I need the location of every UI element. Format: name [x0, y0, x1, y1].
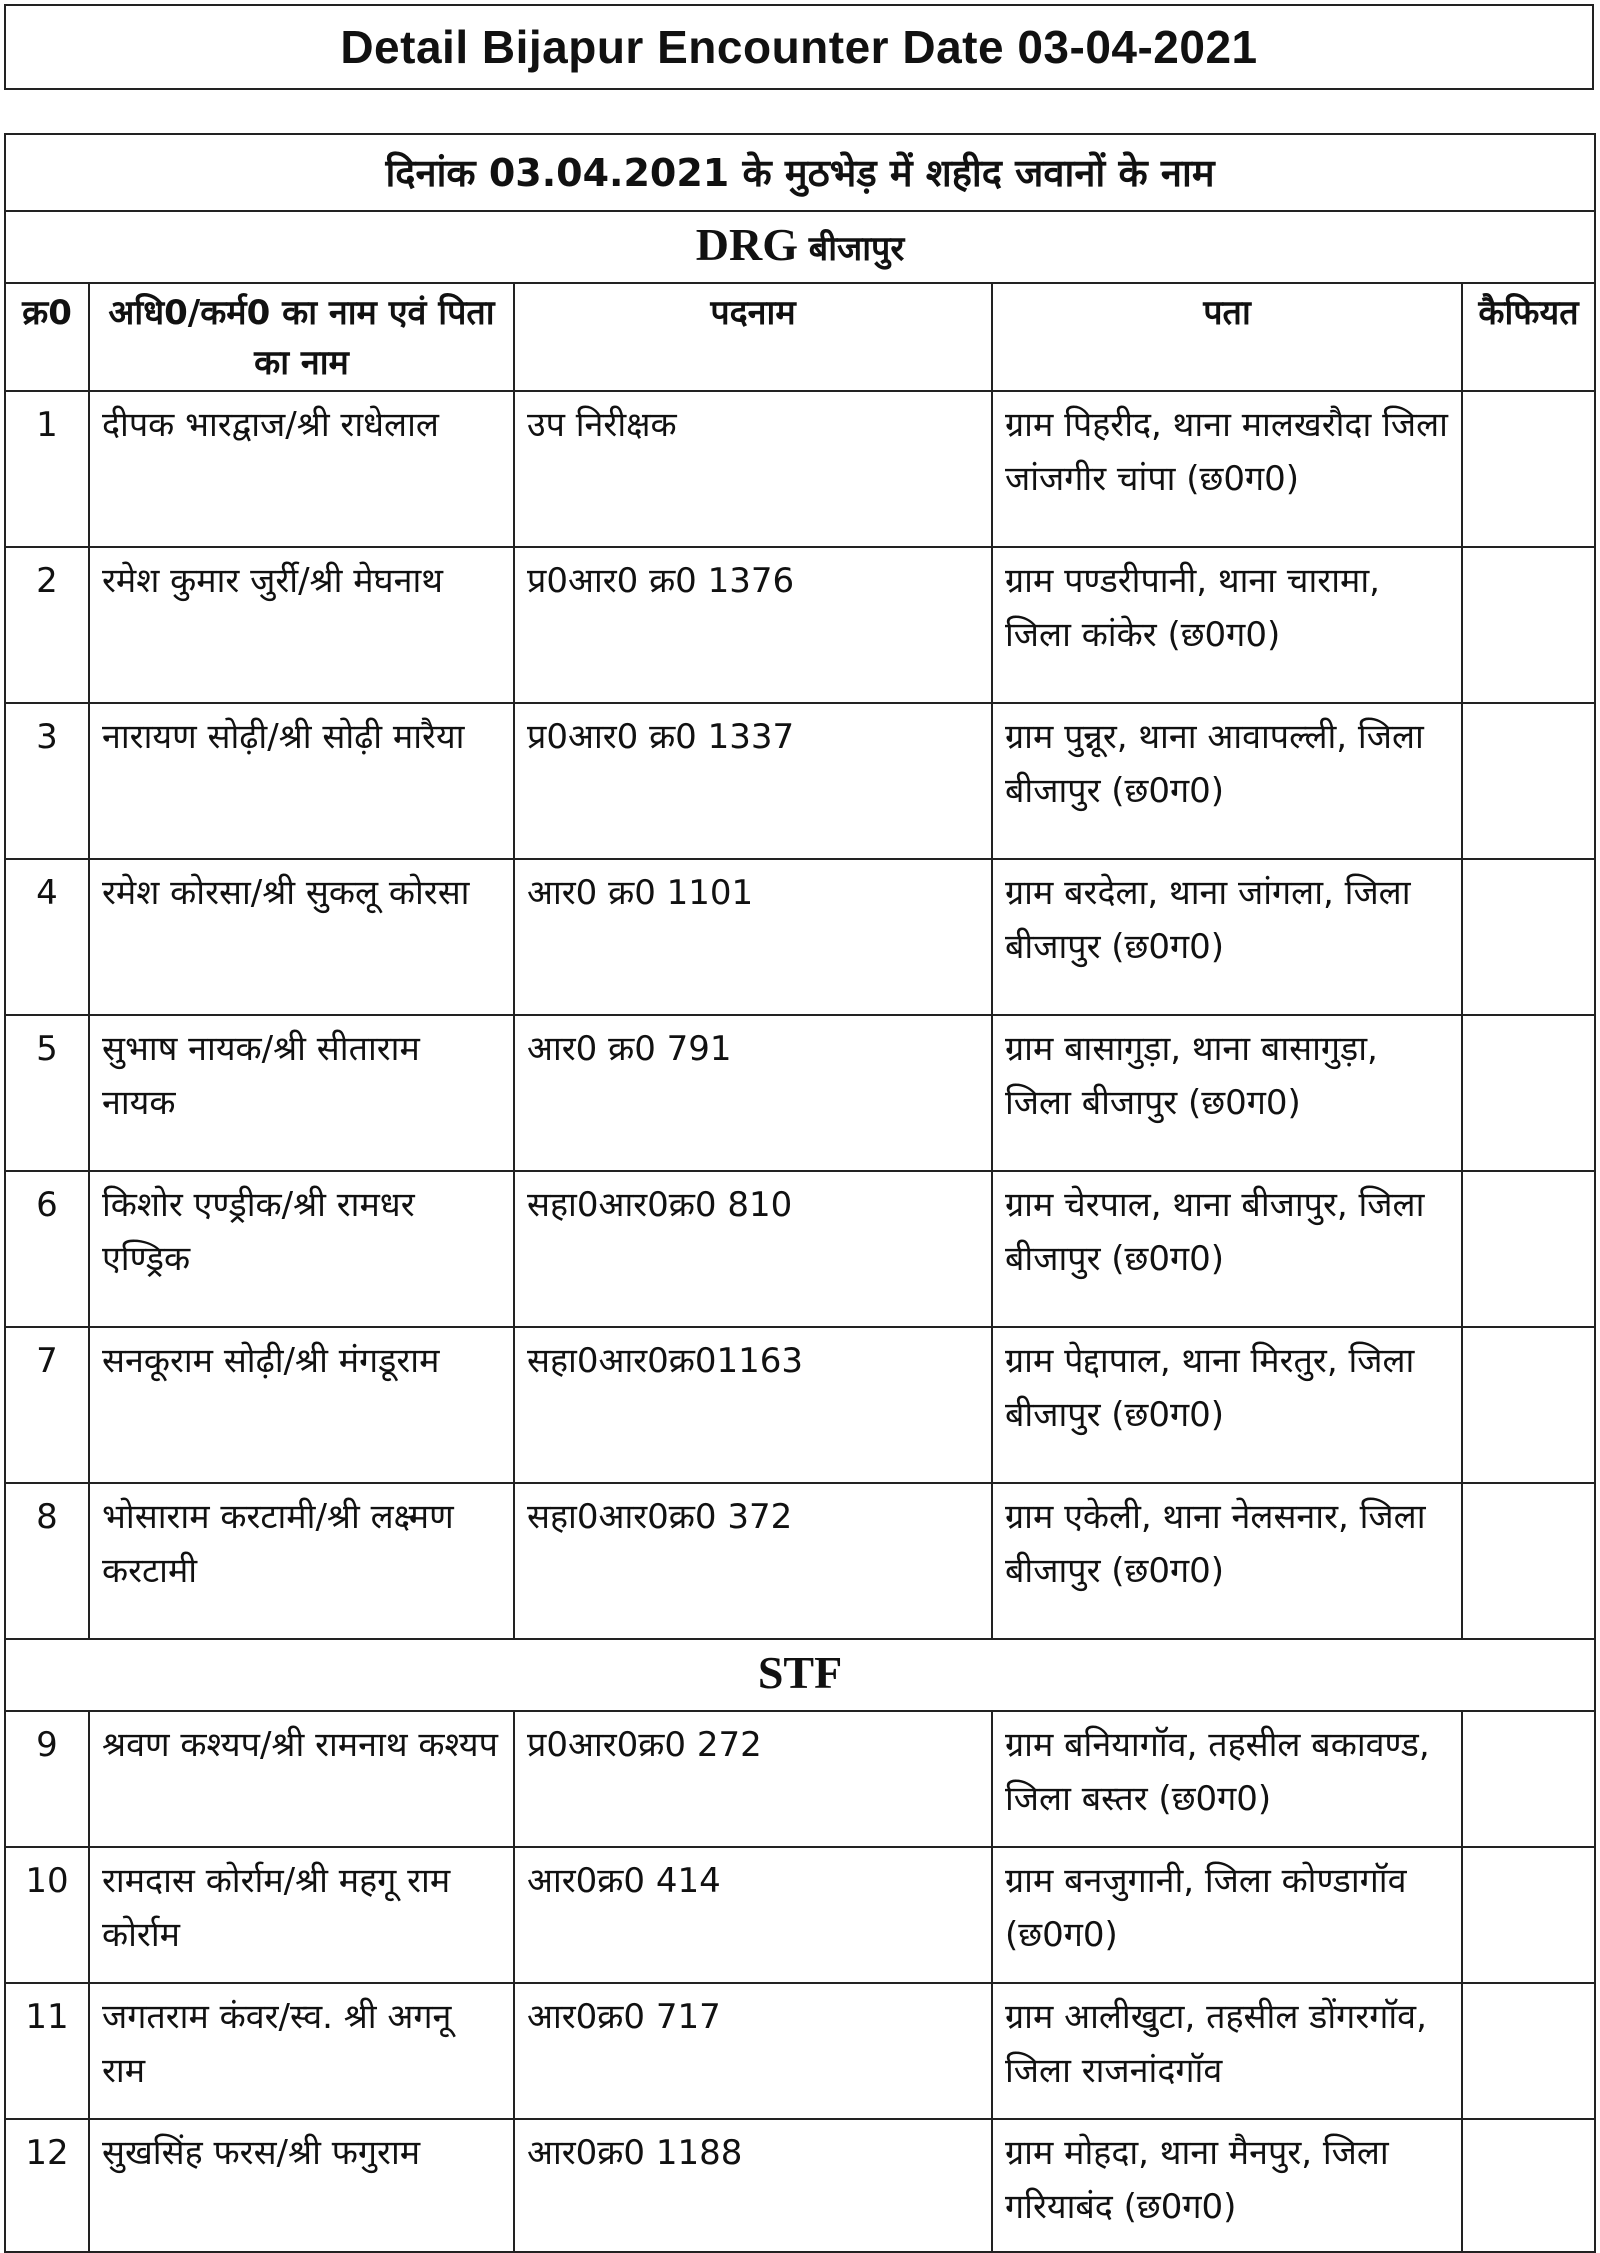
cell-remarks	[1462, 1327, 1595, 1483]
table-row	[5, 1847, 1595, 1983]
document-title: Detail Bijapur Encounter Date 03-04-2021	[340, 21, 1258, 73]
cell-designation: उप निरीक्षक	[514, 391, 992, 547]
cell-address: ग्राम मोहदा, थाना मैनपुर, जिला गरियाबंद (छ0ग0)	[992, 2119, 1462, 2252]
cell-remarks	[1462, 1983, 1595, 2119]
cell-serial: 4	[5, 859, 89, 1015]
cell-serial: 9	[5, 1711, 89, 1847]
header-address: पता	[992, 283, 1462, 391]
cell-address: ग्राम एकेली, थाना नेलसनार, जिला बीजापुर (छ0ग0)	[992, 1483, 1462, 1639]
table-row	[5, 547, 1595, 703]
cell-serial: 5	[5, 1015, 89, 1171]
cell-address: ग्राम बनियागॉव, तहसील बकावण्ड, जिला बस्तर (छ0ग0)	[992, 1711, 1462, 1847]
cell-name: श्रवण कश्यप/श्री रामनाथ कश्यप	[89, 1711, 514, 1847]
cell-designation: सहा0आर0क्र01163	[514, 1327, 992, 1483]
cell-name: किशोर एण्ड्रीक/श्री रामधर एण्ड्रिक	[89, 1171, 514, 1327]
cell-name: दीपक भारद्वाज/श्री राधेलाल	[89, 391, 514, 547]
cell-address: ग्राम बरदेला, थाना जांगला, जिला बीजापुर (छ0ग0)	[992, 859, 1462, 1015]
cell-address: ग्राम बनजुगानी, जिला कोण्डागॉव (छ0ग0)	[992, 1847, 1462, 1983]
cell-designation: प्र0आर0 क्र0 1337	[514, 703, 992, 859]
cell-designation: आर0 क्र0 1101	[514, 859, 992, 1015]
cell-remarks	[1462, 1171, 1595, 1327]
document-title-box	[4, 4, 1594, 90]
cell-name: रमेश कुमार जुर्री/श्री मेघनाथ	[89, 547, 514, 703]
cell-remarks	[1462, 1847, 1595, 1983]
cell-address: ग्राम चेरपाल, थाना बीजापुर, जिला बीजापुर (छ0ग0)	[992, 1171, 1462, 1327]
header-designation: पदनाम	[514, 283, 992, 391]
cell-remarks	[1462, 1711, 1595, 1847]
cell-designation: प्र0आर0क्र0 272	[514, 1711, 992, 1847]
cell-remarks	[1462, 391, 1595, 547]
header-remarks: कैफियत	[1462, 283, 1595, 391]
section-drg-sublabel: बीजापुर	[808, 229, 905, 269]
martyrs-table	[4, 133, 1596, 2253]
cell-name: सुभाष नायक/श्री सीताराम नायक	[89, 1015, 514, 1171]
cell-address: ग्राम पेद्दापाल, थाना मिरतुर, जिला बीजापुर (छ0ग0)	[992, 1327, 1462, 1483]
section-drg-heading	[5, 211, 1595, 283]
cell-remarks	[1462, 2119, 1595, 2252]
cell-designation: सहा0आर0क्र0 372	[514, 1483, 992, 1639]
cell-address: ग्राम बासागुड़ा, थाना बासागुड़ा, जिला बीजापुर (छ0ग0)	[992, 1015, 1462, 1171]
cell-remarks	[1462, 1483, 1595, 1639]
table-row	[5, 703, 1595, 859]
cell-serial: 10	[5, 1847, 89, 1983]
header-serial: क्र0	[5, 283, 89, 391]
cell-name: सनकूराम सोढ़ी/श्री मंगडूराम	[89, 1327, 514, 1483]
cell-serial: 2	[5, 547, 89, 703]
table-banner: दिनांक 03.04.2021 के मुठभेड़ में शहीद जवानों के नाम	[5, 134, 1595, 211]
cell-remarks	[1462, 859, 1595, 1015]
table-row	[5, 1711, 1595, 1847]
cell-name: सुखसिंह फरस/श्री फगुराम	[89, 2119, 514, 2252]
section-drg-label: DRG	[695, 219, 798, 270]
cell-serial: 6	[5, 1171, 89, 1327]
table-row	[5, 1483, 1595, 1639]
cell-serial: 3	[5, 703, 89, 859]
table-row	[5, 1983, 1595, 2119]
cell-designation: आर0क्र0 717	[514, 1983, 992, 2119]
cell-designation: प्र0आर0 क्र0 1376	[514, 547, 992, 703]
table-row	[5, 1015, 1595, 1171]
cell-name: रमेश कोरसा/श्री सुकलू कोरसा	[89, 859, 514, 1015]
cell-remarks	[1462, 1015, 1595, 1171]
table-row	[5, 2119, 1595, 2252]
cell-designation: आर0क्र0 414	[514, 1847, 992, 1983]
table-row	[5, 1171, 1595, 1327]
cell-designation: सहा0आर0क्र0 810	[514, 1171, 992, 1327]
cell-name: जगतराम कंवर/स्व. श्री अगनू राम	[89, 1983, 514, 2119]
section-stf-label: STF	[757, 1647, 843, 1698]
cell-designation: आर0क्र0 1188	[514, 2119, 992, 2252]
cell-address: ग्राम पुन्नूर, थाना आवापल्ली, जिला बीजापुर (छ0ग0)	[992, 703, 1462, 859]
table-row	[5, 391, 1595, 547]
cell-address: ग्राम पण्डरीपानी, थाना चारामा, जिला कांकेर (छ0ग0)	[992, 547, 1462, 703]
cell-designation: आर0 क्र0 791	[514, 1015, 992, 1171]
cell-serial: 11	[5, 1983, 89, 2119]
table-row	[5, 1327, 1595, 1483]
section-stf-heading	[5, 1639, 1595, 1711]
cell-serial: 8	[5, 1483, 89, 1639]
cell-name: रामदास कोर्राम/श्री महगू राम कोर्राम	[89, 1847, 514, 1983]
cell-serial: 12	[5, 2119, 89, 2252]
table-row	[5, 859, 1595, 1015]
cell-remarks	[1462, 547, 1595, 703]
cell-remarks	[1462, 703, 1595, 859]
cell-serial: 1	[5, 391, 89, 547]
cell-address: ग्राम आलीखुटा, तहसील डोंगरगॉव, जिला राजनांदगॉव	[992, 1983, 1462, 2119]
header-name: अधि0/कर्म0 का नाम एवं पिता का नाम	[89, 283, 514, 391]
cell-name: नारायण सोढ़ी/श्री सोढ़ी मारैया	[89, 703, 514, 859]
table-header-row	[5, 283, 1595, 391]
cell-address: ग्राम पिहरीद, थाना मालखरौदा जिला जांजगीर चांपा (छ0ग0)	[992, 391, 1462, 547]
cell-name: भोसाराम करटामी/श्री लक्ष्मण करटामी	[89, 1483, 514, 1639]
cell-serial: 7	[5, 1327, 89, 1483]
